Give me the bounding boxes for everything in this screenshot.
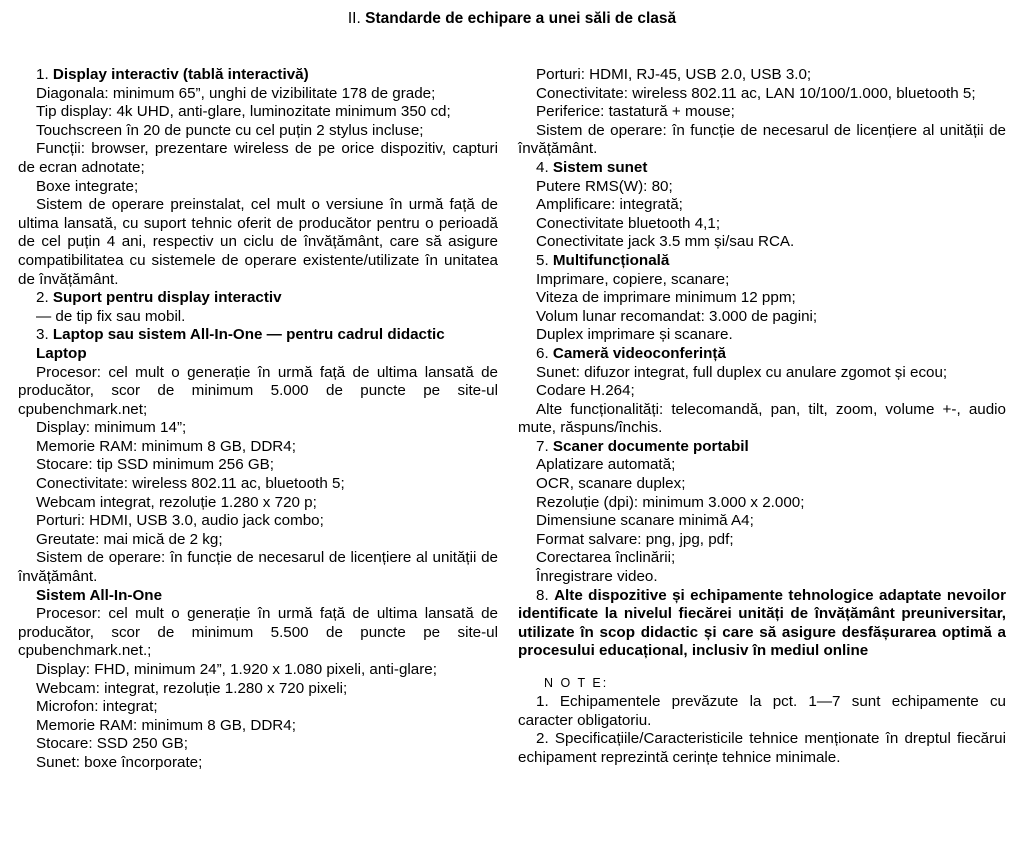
spec-line: OCR, scanare duplex; — [536, 475, 686, 493]
item-heading — [518, 252, 1006, 271]
spec-line: Touchscreen în 20 de puncte cu cel puțin 2 stylus incluse; — [36, 121, 424, 139]
item-heading — [518, 159, 1006, 178]
section-title: Standarde de echipare a unei săli de clasă — [365, 10, 677, 27]
item-heading — [18, 66, 498, 85]
spec-line: Rezoluție (dpi): minimum 3.000 x 2.000; — [536, 493, 805, 511]
item-number: 8. — [536, 586, 555, 604]
spec-line: Sunet: boxe încorporate; — [36, 753, 203, 771]
spec-line: Conectivitate: wireless 802.11 ac, bluetooth 5; — [36, 475, 345, 493]
spec-line: Amplificare: integrată; — [536, 196, 683, 214]
item-title: Alte dispozitive și echipamente tehnologice adaptate nevoilor identificate la nivelul fiecărei unități de învățământ preuniversitar, utilizate în scop didactic și care să asigure desfășurarea optimă a procesului educațional, inclusiv în mediul online — [518, 586, 1006, 660]
item-heading — [518, 345, 1006, 364]
spec-line: Stocare: SSD 250 GB; — [36, 735, 188, 753]
item-number: 6. — [536, 344, 553, 362]
spec-line: Tip display: 4k UHD, anti-glare, luminozitate minimum 350 cd; — [36, 103, 451, 121]
spec-line: Stocare: tip SSD minimum 256 GB; — [36, 456, 275, 474]
spec-line: Memorie RAM: minimum 8 GB, DDR4; — [36, 437, 296, 455]
spec-line: Microfon: integrat; — [36, 698, 158, 716]
item-heading — [518, 438, 1006, 457]
spec-line: Viteza de imprimare minimum 12 ppm; — [536, 289, 796, 307]
item-number: 1. — [36, 66, 53, 83]
subheading: Laptop — [36, 344, 87, 362]
spec-line: Memorie RAM: minimum 8 GB, DDR4; — [36, 716, 296, 734]
item-title: Suport pentru display interactiv — [52, 289, 282, 307]
item-number: 3. — [36, 326, 53, 344]
spec-line: Format salvare: png, jpg, pdf; — [536, 530, 734, 548]
spec-line: Greutate: mai mică de 2 kg; — [36, 530, 223, 548]
right-column — [518, 66, 1006, 767]
spec-line: Corectarea înclinării; — [536, 549, 676, 567]
spec-line: Codare H.264; — [536, 382, 635, 400]
section-number: II. — [347, 10, 361, 27]
item-number: 7. — [536, 437, 553, 455]
spec-line: Display: FHD, minimum 24”, 1.920 x 1.080 pixeli, anti-glare; — [36, 661, 437, 678]
page-title — [0, 8, 1024, 30]
item-heading-long — [518, 587, 1006, 661]
item-heading — [18, 289, 498, 308]
spec-line: Procesor: cel mult o generație în urmă față de ultima lansată de producător, scor de minimum 5.000 de puncte pe site-ul cpubenchmark.net; — [18, 363, 498, 418]
spec-line: Putere RMS(W): 80; — [536, 177, 673, 195]
spec-line: Porturi: HDMI, USB 3.0, audio jack combo; — [36, 512, 324, 530]
spec-line: Volum lunar recomandat: 3.000 de pagini; — [536, 307, 818, 325]
spec-line: Înregistrare video. — [536, 568, 658, 586]
spec-line: Procesor: cel mult o generație în urmă față de ultima lansată de producător, scor de minimum 5.500 de puncte pe site-ul cpubenchmark.net.; — [18, 605, 498, 660]
spec-line: Duplex imprimare și scanare. — [536, 326, 733, 344]
spec-line: 1. Echipamentele prevăzute la pct. 1—7 sunt echipamente cu caracter obligatoriu. — [518, 693, 1006, 729]
item-number: 2. — [36, 289, 53, 307]
spec-line: Webcam: integrat, rezoluție 1.280 x 720 pixeli; — [36, 679, 348, 697]
notes-label: N O T E: — [544, 676, 609, 690]
spec-line: Conectivitate jack 3.5 mm și/sau RCA. — [536, 233, 795, 251]
spec-line: Aplatizare automată; — [536, 456, 676, 474]
spec-line: Imprimare, copiere, scanare; — [536, 270, 730, 288]
spec-line: Diagonala: minimum 65”, unghi de vizibilitate 178 de grade; — [36, 84, 436, 102]
spec-line: Funcții: browser, prezentare wireless de pe orice dispozitiv, capturi de ecran adnotate; — [18, 140, 498, 176]
spec-line: Alte funcționalități: telecomandă, pan, tilt, zoom, volume +-, audio mute, răspuns/închis. — [518, 400, 1006, 437]
item-title: Cameră videoconferință — [552, 344, 726, 362]
item-number: 5. — [536, 251, 553, 269]
item-title: Display interactiv (tablă interactivă) — [52, 66, 309, 83]
spec-line: 2. Specificațiile/Caracteristicile tehnice menționate în dreptul fiecărui echipament reprezintă cerințe tehnice minimale. — [518, 730, 1006, 766]
item-number: 4. — [536, 158, 553, 176]
item-title: Sistem sunet — [552, 158, 648, 176]
spec-line: Sistem de operare preinstalat, cel mult o versiune în urmă față de ultima lansată, cu suport tehnic oferit de producător pentru o perioadă de cel puțin 4 ani, respectiv un ciclu de învățământ, care să asigure compatibilitatea cu sistemele de operare existente/utilizate în unitatea de învățământ. — [18, 196, 498, 288]
spec-line: Dimensiune scanare minimă A4; — [536, 512, 754, 530]
item-title: Scaner documente portabil — [552, 437, 749, 455]
spec-line: Sistem de operare: în funcție de necesarul de licențiere al unității de învățământ. — [518, 121, 1006, 158]
spec-line: Conectivitate: wireless 802.11 ac, LAN 10/100/1.000, bluetooth 5; — [536, 84, 976, 102]
spec-line: Webcam integrat, rezoluție 1.280 x 720 p; — [36, 493, 317, 511]
item-title: Multifuncțională — [552, 251, 670, 269]
spec-line: Sistem de operare: în funcție de necesarul de licențiere al unității de învățământ. — [18, 549, 498, 586]
left-column — [18, 66, 498, 773]
subheading: Sistem All-In-One — [36, 586, 163, 604]
spec-line: Porturi: HDMI, RJ-45, USB 2.0, USB 3.0; — [536, 66, 812, 83]
spec-line: Boxe integrate; — [36, 177, 139, 195]
spec-line: Conectivitate bluetooth 4,1; — [536, 214, 721, 232]
spec-line: — de tip fix sau mobil. — [36, 307, 186, 325]
item-heading — [18, 326, 498, 345]
spec-line: Display: minimum 14”; — [36, 419, 187, 437]
spec-line: Sunet: difuzor integrat, full duplex cu anulare zgomot și ecou; — [536, 363, 948, 381]
item-title: Laptop sau sistem All-In-One — pentru cadrul didactic — [52, 326, 445, 344]
spec-line: Periferice: tastatură + mouse; — [536, 103, 735, 121]
